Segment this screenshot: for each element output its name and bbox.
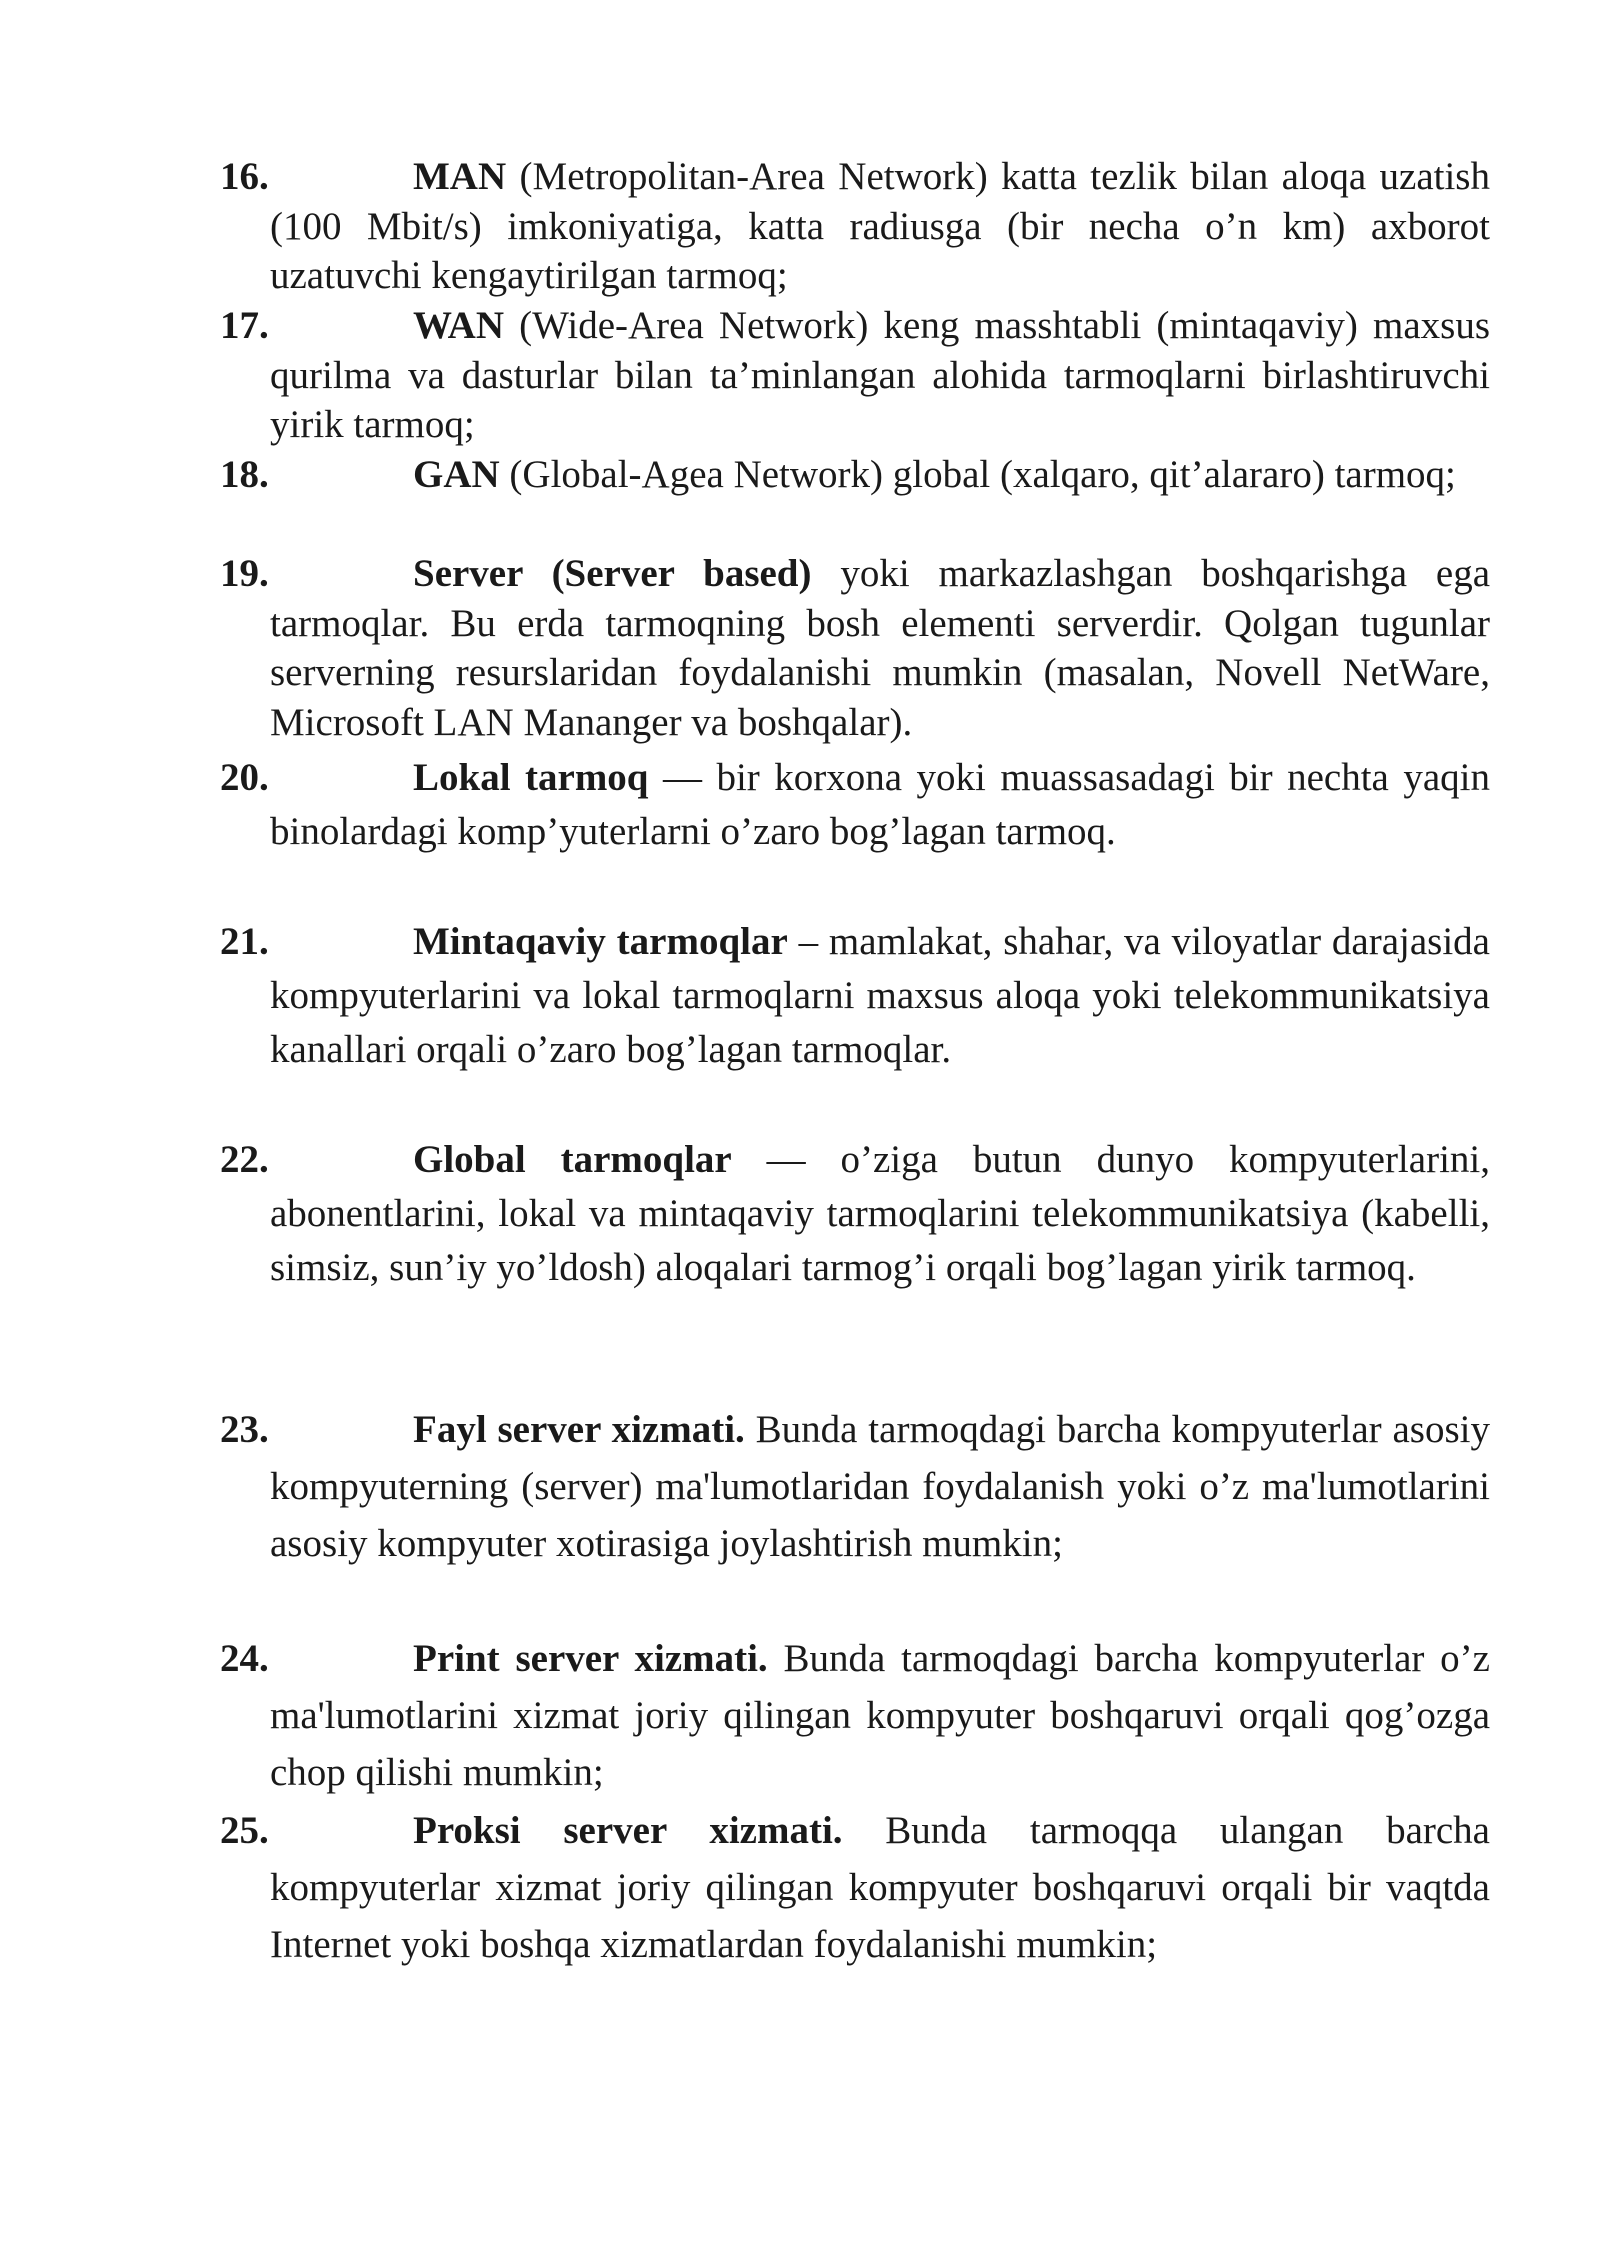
list-item-24: [220, 1630, 1490, 1801]
item-body: [220, 549, 1490, 747]
item-text: Bunda tarmoqdagi barcha kompyuterlar o’z ma'lumotlarini xizmat joriy qilingan kompyuter boshqaruvi orqali qog’ozga chop qilishi mumkin;: [270, 1637, 1490, 1794]
item-body: [220, 1133, 1490, 1295]
item-text: – mamlakat, shahar, va viloyatlar darajasida kompyuterlarini va lokal tarmoqlarni maxsus aloqa yoki telekommunikatsiya kanallari orqali o’zaro bog’lagan tarmoqlar.: [270, 920, 1490, 1071]
item-number: 18.: [220, 453, 269, 496]
item-number: 17.: [220, 304, 269, 347]
item-number: 22.: [220, 1138, 269, 1181]
item-text: Bunda tarmoqqa ulangan barcha kompyuterlar xizmat joriy qilingan kompyuter boshqaruvi orqali bir vaqtda Internet yoki boshqa xizmatlardan foydalanishi mumkin;: [270, 1809, 1490, 1966]
list-item-25: [220, 1802, 1490, 1973]
list-item-20: [220, 751, 1490, 859]
item-number: 21.: [220, 920, 269, 963]
item-body: [220, 1401, 1490, 1572]
item-number: 25.: [220, 1809, 269, 1852]
item-number: 19.: [220, 552, 269, 595]
item-number: 24.: [220, 1637, 269, 1680]
item-body: [220, 152, 1490, 301]
list-item-22: [220, 1133, 1490, 1295]
item-term: WAN: [413, 304, 505, 347]
item-text: — o’ziga butun dunyo kompyuterlarini, abonentlarini, lokal va mintaqaviy tarmoqlarini telekommunikatsiya (kabelli, simsiz, sun’iy yo’ldosh) aloqalari tarmog’i orqali bog’lagan yirik tarmoq.: [270, 1138, 1490, 1289]
list-item-18: [220, 450, 1490, 500]
item-term: Fayl server xizmati.: [413, 1408, 745, 1451]
list-item-21: [220, 915, 1490, 1077]
item-body: [220, 450, 1490, 500]
item-body: [220, 915, 1490, 1077]
item-term: Proksi server xizmati.: [413, 1809, 843, 1852]
item-number: 16.: [220, 155, 269, 198]
item-body: [220, 301, 1490, 450]
item-text: (Metropolitan-Area Network) katta tezlik bilan aloqa uzatish (100 Mbit/s) imkoniyatiga, katta radiusga (bir necha o’n km) axborot uzatuvchi kengaytirilgan tarmoq;: [270, 155, 1490, 297]
item-text: — bir korxona yoki muassasadagi bir nechta yaqin binolardagi komp’yuterlarni o’zaro bog’lagan tarmoq.: [270, 756, 1490, 853]
item-body: [220, 1630, 1490, 1801]
item-term: Server (Server based): [413, 552, 812, 595]
item-text: (Wide-Area Network) keng masshtabli (mintaqaviy) maxsus qurilma va dasturlar bilan ta’minlangan alohida tarmoqlarni birlashtiruvchi yirik tarmoq;: [270, 304, 1490, 446]
item-term: Mintaqaviy tarmoqlar: [413, 920, 788, 963]
item-term: Print server xizmati.: [413, 1637, 768, 1680]
list-item-23: [220, 1401, 1490, 1572]
list-item-16: [220, 152, 1490, 301]
list-item-17: [220, 301, 1490, 450]
item-body: [220, 1802, 1490, 1973]
list-item-19: [220, 549, 1490, 747]
item-term: Global tarmoqlar: [413, 1138, 732, 1181]
item-text: (Global-Agea Network) global (xalqaro, qit’alararo) tarmoq;: [499, 453, 1456, 496]
item-term: Lokal tarmoq: [413, 756, 649, 799]
item-text: yoki markazlashgan boshqarishga ega tarmoqlar. Bu erda tarmoqning bosh elementi serverdir. Qolgan tugunlar serverning resurslaridan foydalanishi mumkin (masalan, Novell NetWare, Microsoft LAN Mananger va boshqalar).: [270, 552, 1490, 744]
item-term: GAN: [413, 453, 500, 496]
item-number: 20.: [220, 756, 269, 799]
item-number: 23.: [220, 1408, 269, 1451]
item-body: [220, 751, 1490, 859]
item-text: Bunda tarmoqdagi barcha kompyuterlar asosiy kompyuterning (server) ma'lumotlaridan foydalanish yoki o’z ma'lumotlarini asosiy kompyuter xotirasiga joylashtirish mumkin;: [270, 1408, 1490, 1565]
item-term: MAN: [413, 155, 507, 198]
